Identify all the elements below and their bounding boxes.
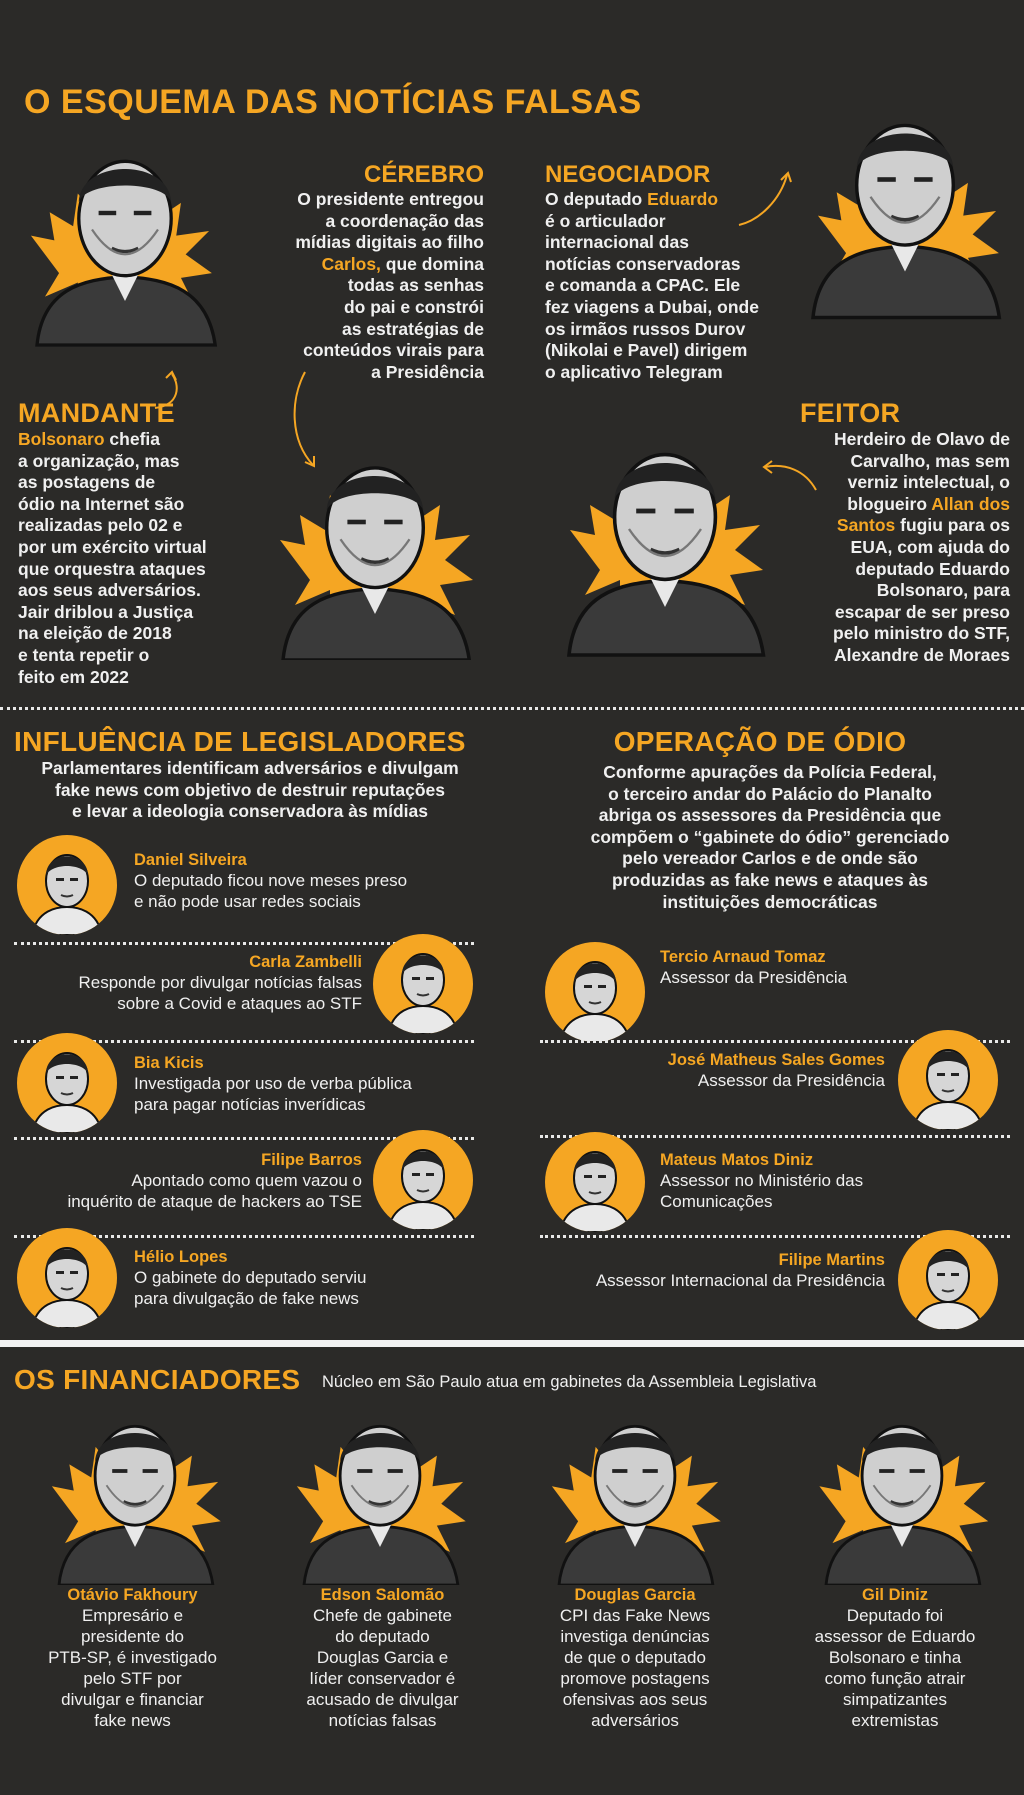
financiadores-heading: OS FINANCIADORES xyxy=(14,1364,301,1395)
person-name: Otávio Fakhoury xyxy=(67,1586,198,1604)
person-desc: fake news xyxy=(94,1711,171,1730)
negociador-line: fez viagens a Dubai, onde xyxy=(545,296,759,317)
mandante-highlight: Bolsonaro xyxy=(18,429,105,449)
negociador-line: o aplicativo Telegram xyxy=(545,361,723,382)
person-desc: O deputado ficou nove meses preso xyxy=(134,871,408,890)
person-desc: extremistas xyxy=(851,1711,939,1730)
cerebro-line: a Presidência xyxy=(371,361,484,382)
person-desc: O gabinete do deputado serviu xyxy=(134,1268,367,1287)
cerebro-line: a coordenação das xyxy=(325,210,484,231)
person-desc: PTB-SP, é investigado xyxy=(48,1648,217,1667)
mandante-line xyxy=(18,429,248,451)
list-item xyxy=(10,952,362,1014)
portrait-image xyxy=(20,1395,250,1585)
person-desc: Comunicações xyxy=(660,1192,773,1211)
mandante-line: a organização, mas xyxy=(18,450,180,471)
feitor-line: Bolsonaro, para xyxy=(876,580,1010,601)
cerebro-line xyxy=(250,254,484,276)
person-desc: investiga denúncias xyxy=(560,1627,710,1646)
person-desc: líder conservador é xyxy=(309,1669,456,1688)
negociador-prefix: O deputado xyxy=(545,189,648,209)
negociador-block xyxy=(545,163,795,383)
portrait-image xyxy=(530,410,800,660)
mandante-line: que orquestra ataques xyxy=(18,558,206,579)
mandante-line: aos seus adversários. xyxy=(18,580,201,601)
legisladores-intro xyxy=(0,758,500,823)
odio-heading: OPERAÇÃO DE ÓDIO xyxy=(613,726,907,757)
portrait-image xyxy=(780,70,1024,330)
negociador-line xyxy=(545,189,795,211)
mandante-block xyxy=(18,400,248,688)
portrait-gil xyxy=(790,1395,1015,1585)
avatar-image xyxy=(17,1033,117,1133)
person-name: José Matheus Sales Gomes xyxy=(667,1051,885,1069)
negociador-line: os irmãos russos Durov xyxy=(545,318,746,339)
person-desc: notícias falsas xyxy=(328,1711,437,1730)
avatar-image xyxy=(373,1130,473,1230)
negociador-line: é o articulador xyxy=(545,210,666,231)
list-item xyxy=(540,1050,885,1091)
person-desc: de que o deputado xyxy=(564,1648,706,1667)
intro-line: pelo vereador Carlos e de onde são xyxy=(622,848,918,869)
mandante-line: feito em 2022 xyxy=(18,666,129,687)
person-name: Douglas Garcia xyxy=(574,1586,696,1604)
person-desc: para pagar notícias inverídicas xyxy=(134,1095,366,1114)
feitor-line: escapar de ser preso xyxy=(834,601,1010,622)
portrait-image xyxy=(520,1395,750,1585)
cerebro-line-part: que domina xyxy=(385,253,484,274)
odio-intro xyxy=(530,762,1010,913)
portrait-image xyxy=(790,1395,1015,1585)
list-item xyxy=(660,1150,1010,1212)
feitor-line: Carvalho, mas sem xyxy=(850,450,1010,471)
portrait-edson xyxy=(270,1395,490,1585)
person-desc: Deputado foi xyxy=(846,1606,944,1625)
mandante-line: na eleição de 2018 xyxy=(18,623,172,644)
avatar xyxy=(373,934,473,1034)
cerebro-highlight: Carlos, xyxy=(321,253,381,274)
mandante-heading: MANDANTE xyxy=(18,398,175,428)
page-title: O ESQUEMA DAS NOTÍCIAS FALSAS xyxy=(24,83,642,121)
mandante-line: por um exército virtual xyxy=(18,536,207,557)
avatar-image xyxy=(898,1230,998,1330)
negociador-highlight: Eduardo xyxy=(647,189,719,209)
person-desc: Empresário e xyxy=(81,1606,184,1625)
negociador-line: (Nikolai e Pavel) dirigem xyxy=(545,340,748,361)
avatar xyxy=(898,1230,998,1330)
person-name: Edson Salomão xyxy=(320,1586,445,1604)
avatar-image xyxy=(545,942,645,1042)
cerebro-line: todas as senhas xyxy=(347,275,484,296)
mandante-line: ódio na Internet são xyxy=(18,493,185,514)
cerebro-block xyxy=(250,163,484,383)
person-desc: sobre a Covid e ataques ao STF xyxy=(117,994,362,1013)
avatar xyxy=(373,1130,473,1230)
avatar-image xyxy=(373,934,473,1034)
feitor-highlight: Allan dos xyxy=(931,493,1010,514)
person-desc: Chefe de gabinete xyxy=(313,1606,452,1625)
person-desc: Assessor Internacional da Presidência xyxy=(595,1271,885,1290)
person-desc: presidente do xyxy=(80,1627,185,1646)
feitor-suffix: fugiu para os xyxy=(895,515,1010,536)
person-name: Filipe Martins xyxy=(778,1251,885,1269)
intro-line: fake news com objetivo de destruir reputações xyxy=(55,779,445,800)
cerebro-line: O presidente entregou xyxy=(297,189,484,209)
mandante-line: Jair driblou a Justiça xyxy=(18,601,194,622)
person-desc: para divulgação de fake news xyxy=(134,1289,359,1308)
person-desc: pelo STF por xyxy=(83,1669,182,1688)
mandante-line: realizadas pelo 02 e xyxy=(18,515,183,536)
avatar xyxy=(898,1030,998,1130)
person-name: Mateus Matos Diniz xyxy=(660,1151,814,1169)
intro-line: o terceiro andar do Palácio do Planalto xyxy=(608,783,932,804)
intro-line: e levar a ideologia conservadora às mídias xyxy=(72,801,428,822)
portrait-bolsonaro xyxy=(0,120,240,350)
person-name: Filipe Barros xyxy=(261,1151,362,1169)
person-desc: divulgar e financiar xyxy=(61,1690,204,1709)
intro-line: instituições democráticas xyxy=(662,891,878,912)
avatar-image xyxy=(545,1132,645,1232)
portrait-allan xyxy=(530,410,800,660)
list-item xyxy=(530,1250,885,1291)
feitor-line: EUA, com ajuda do xyxy=(850,536,1010,557)
person-desc: Responde por divulgar notícias falsas xyxy=(78,973,362,992)
list-item xyxy=(265,1585,500,1731)
list-item xyxy=(775,1585,1015,1731)
list-item xyxy=(134,1247,494,1309)
person-desc: ofensivas aos seus xyxy=(562,1690,708,1709)
negociador-line: e comanda a CPAC. Ele xyxy=(545,275,741,296)
intro-line: Parlamentares identificam adversários e divulgam xyxy=(41,758,459,778)
person-desc: do deputado xyxy=(335,1627,430,1646)
negociador-line: notícias conservadoras xyxy=(545,253,741,274)
avatar xyxy=(545,942,645,1042)
cerebro-heading: CÉREBRO xyxy=(363,161,484,188)
feitor-block xyxy=(800,400,1010,667)
mandante-suffix: chefia xyxy=(104,429,160,449)
feitor-line: deputado Eduardo xyxy=(855,558,1010,579)
person-desc: adversários xyxy=(591,1711,679,1730)
person-desc: inquérito de ataque de hackers ao TSE xyxy=(67,1192,362,1211)
person-name: Bia Kicis xyxy=(134,1054,204,1072)
feitor-prefix: blogueiro xyxy=(847,493,932,514)
portrait-image xyxy=(235,430,515,660)
person-desc: CPI das Fake News xyxy=(559,1606,711,1625)
person-desc: Apontado como quem vazou o xyxy=(131,1171,362,1190)
person-desc: Douglas Garcia e xyxy=(316,1648,449,1667)
feitor-heading: FEITOR xyxy=(800,398,901,428)
person-desc: como função atrair xyxy=(824,1669,966,1688)
person-desc: Assessor da Presidência xyxy=(660,968,848,987)
feitor-line: verniz intelectual, o xyxy=(847,472,1010,493)
feitor-line: pelo ministro do STF, xyxy=(833,623,1010,644)
portrait-image xyxy=(270,1395,490,1585)
avatar xyxy=(17,835,117,935)
portrait-douglas xyxy=(520,1395,750,1585)
cerebro-line: conteúdos virais para xyxy=(303,340,484,361)
person-desc: Bolsonaro e tinha xyxy=(828,1648,962,1667)
person-name: Carla Zambelli xyxy=(249,953,362,971)
list-item xyxy=(10,1150,362,1212)
person-desc: promove postagens xyxy=(560,1669,710,1688)
person-desc: Assessor da Presidência xyxy=(697,1071,885,1090)
negociador-line: internacional das xyxy=(545,232,689,253)
portrait-otavio xyxy=(20,1395,250,1585)
mandante-line: e tenta repetir o xyxy=(18,644,150,665)
person-name: Hélio Lopes xyxy=(134,1248,228,1266)
financiadores-subtitle: Núcleo em São Paulo atua em gabinetes da Assembleia Legislativa xyxy=(322,1373,817,1391)
avatar-image xyxy=(17,1228,117,1328)
person-desc: Investigada por uso de verba pública xyxy=(134,1074,412,1093)
person-name: Gil Diniz xyxy=(862,1586,928,1604)
person-desc: Assessor no Ministério das xyxy=(660,1171,864,1190)
person-desc: acusado de divulgar xyxy=(306,1690,459,1709)
person-desc: assessor de Eduardo xyxy=(814,1627,976,1646)
list-item xyxy=(660,947,1010,988)
arrow-icon xyxy=(285,370,325,470)
list-item xyxy=(520,1585,750,1731)
cerebro-line: do pai e constrói xyxy=(343,296,484,317)
list-item xyxy=(134,850,494,912)
intro-line: Conforme apurações da Polícia Federal, xyxy=(603,762,937,782)
intro-line: produzidas as fake news e ataques às xyxy=(611,869,929,890)
negociador-heading: NEGOCIADOR xyxy=(545,161,711,188)
avatar xyxy=(17,1033,117,1133)
section-divider xyxy=(0,1340,1024,1347)
person-desc: e não pode usar redes sociais xyxy=(134,892,361,911)
list-item xyxy=(10,1585,255,1731)
feitor-line xyxy=(800,515,1010,537)
cerebro-line: mídias digitais ao filho xyxy=(295,232,484,253)
legisladores-heading: INFLUÊNCIA DE LEGISLADORES xyxy=(14,726,466,757)
person-name: Daniel Silveira xyxy=(134,851,247,869)
feitor-highlight: Santos xyxy=(836,515,896,536)
portrait-carlos xyxy=(235,430,515,660)
feitor-line: Herdeiro de Olavo de xyxy=(833,429,1010,449)
section-separator xyxy=(0,707,1024,710)
portrait-eduardo xyxy=(780,70,1024,330)
mandante-line: as postagens de xyxy=(18,472,156,493)
intro-line: abriga os assessores da Presidência que xyxy=(598,805,942,826)
feitor-line: Alexandre de Moraes xyxy=(833,644,1010,665)
avatar-image xyxy=(17,835,117,935)
list-item xyxy=(134,1053,494,1115)
cerebro-line: as estratégias de xyxy=(341,318,484,339)
feitor-line xyxy=(800,494,1010,516)
portrait-image xyxy=(0,120,240,350)
avatar-image xyxy=(898,1030,998,1130)
intro-line: compõem o “gabinete do ódio” gerenciado xyxy=(590,826,950,847)
person-desc: simpatizantes xyxy=(843,1690,947,1709)
person-name: Tercio Arnaud Tomaz xyxy=(660,948,826,966)
avatar xyxy=(17,1228,117,1328)
avatar xyxy=(545,1132,645,1232)
